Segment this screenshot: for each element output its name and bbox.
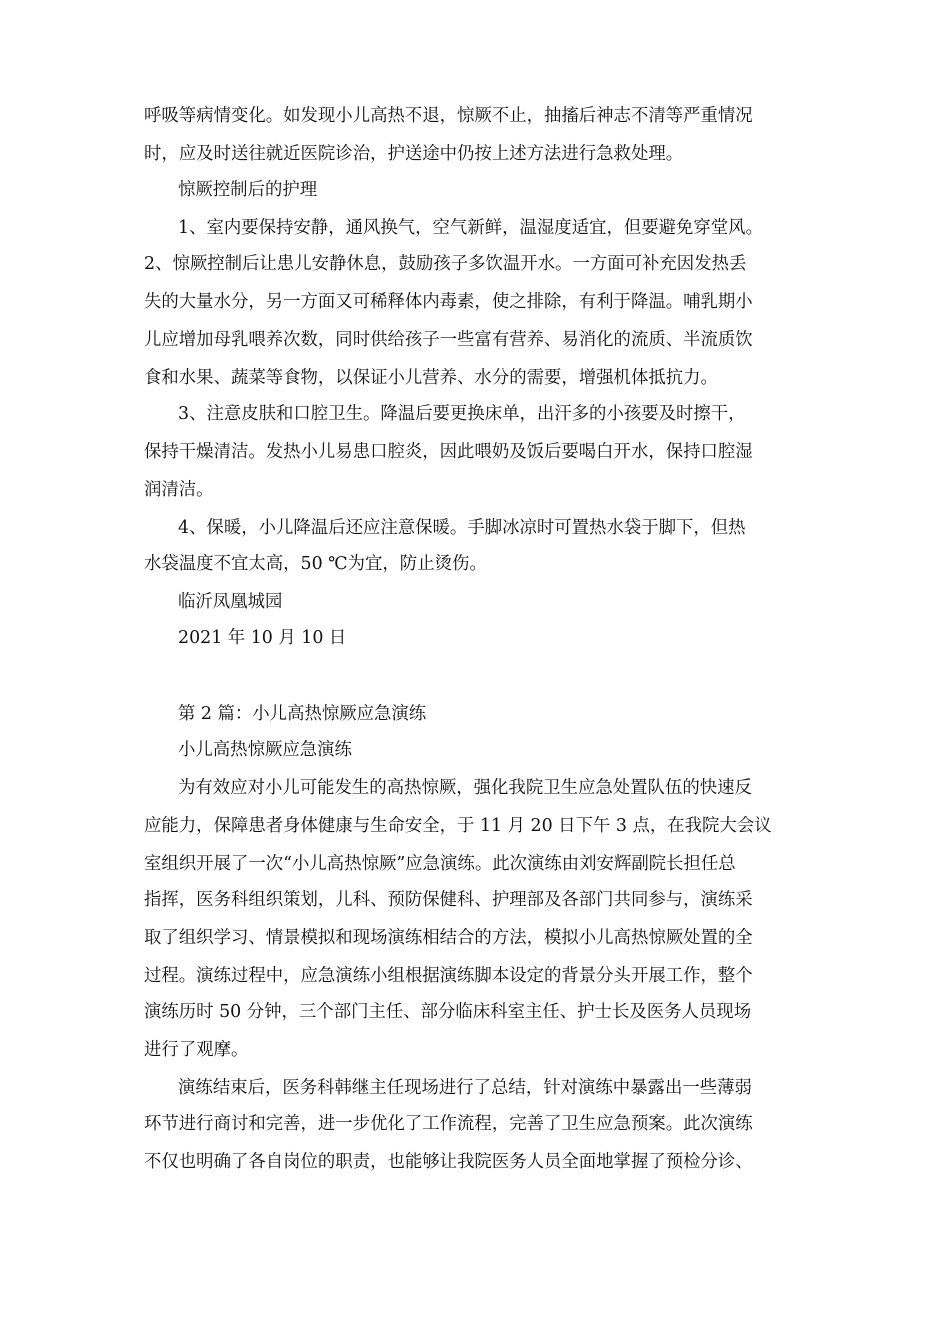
text-line: 4、保暖，小儿降温后还应注意保暖。手脚冰凉时可置热水袋于脚下，但热: [178, 518, 746, 538]
text-line: 2、惊厥控制后让患儿安静休息，鼓励孩子多饮温开水。一方面可补充因发热丢: [144, 254, 747, 274]
text-line: 不仅也明确了各自岗位的职责，也能够让我院医务人员全面地掌握了预检分诊、: [144, 1152, 753, 1172]
text-line: 室组织开展了一次“小儿高热惊厥”应急演练。此次演练由刘安辉副院长担任总: [144, 854, 736, 874]
text-line: 指挥，医务科组织策划，儿科、预防保健科、护理部及各部门共同参与，演练采: [144, 890, 753, 910]
text-line: 时，应及时送往就近医院诊治，护送途中仍按上述方法进行急救处理。: [144, 144, 684, 164]
text-line: 进行了观摩。: [144, 1040, 249, 1060]
text-line: 失的大量水分，另一方面又可稀释体内毒素，使之排除，有利于降温。哺乳期小: [144, 292, 753, 312]
text-line: 水袋温度不宜太高，50 ℃为宜，防止烫伤。: [144, 554, 487, 574]
text-line: 应能力，保障患者身体健康与生命安全，于 11 月 20 日下午 3 点，在我院大会议: [144, 816, 772, 836]
text-line: 1、室内要保持安静，通风换气，空气新鲜，温湿度适宜，但要避免穿堂风。: [178, 218, 763, 238]
text-line: 呼吸等病情变化。如发现小儿高热不退，惊厥不止，抽搐后神志不清等严重情况: [144, 106, 753, 126]
section-heading: 惊厥控制后的护理: [178, 180, 318, 200]
text-line: 取了组织学习、情景模拟和现场演练相结合的方法，模拟小儿高热惊厥处置的全: [144, 928, 753, 948]
text-line: 演练历时 50 分钟，三个部门主任、部分临床科室主任、护士长及医务人员现场: [144, 1002, 752, 1022]
text-line: 保持干燥清洁。发热小儿易患口腔炎，因此喂奶及饭后要喝白开水，保持口腔湿: [144, 442, 753, 462]
signature-org: 临沂凤凰城园: [178, 592, 283, 612]
article-title: 第 2 篇：小儿高热惊厥应急演练: [178, 704, 427, 724]
text-line: 润清洁。: [144, 480, 214, 500]
text-line: 食和水果、蔬菜等食物，以保证小儿营养、水分的需要，增强机体抵抗力。: [144, 368, 718, 388]
text-line: 儿应增加母乳喂养次数，同时供给孩子一些富有营养、易消化的流质、半流质饮: [144, 330, 753, 350]
signature-date: 2021 年 10 月 10 日: [178, 628, 347, 648]
text-line: 演练结束后，医务科韩继主任现场进行了总结，针对演练中暴露出一些薄弱: [178, 1078, 752, 1098]
text-line: 为有效应对小儿可能发生的高热惊厥，强化我院卫生应急处置队伍的快速反: [178, 778, 752, 798]
text-line: 3、注意皮肤和口腔卫生。降温后要更换床单，出汗多的小孩要及时擦干，: [178, 404, 746, 424]
text-line: 过程。演练过程中，应急演练小组根据演练脚本设定的背景分头开展工作，整个: [144, 966, 753, 986]
text-line: 环节进行商讨和完善，进一步优化了工作流程，完善了卫生应急预案。此次演练: [144, 1114, 753, 1134]
article-subtitle: 小儿高热惊厥应急演练: [178, 740, 352, 760]
